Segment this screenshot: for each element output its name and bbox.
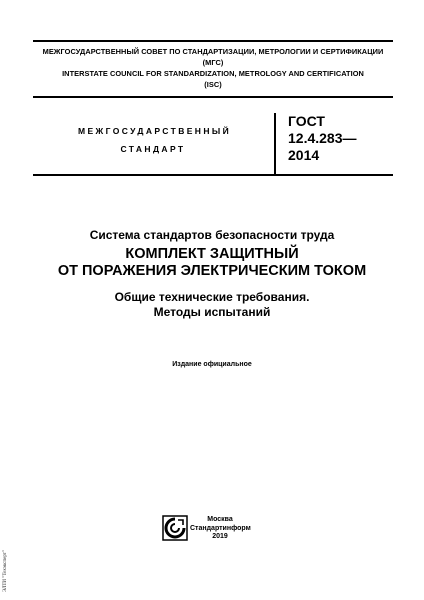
gost-prefix: ГОСТ xyxy=(288,113,325,129)
edition-note: Издание официальное xyxy=(172,361,252,368)
publisher-year: 2019 xyxy=(212,533,228,540)
standard-label-line2: СТАНДАРТ xyxy=(120,144,186,154)
gost-code: 12.4.283— xyxy=(288,130,357,146)
gost-number xyxy=(288,113,357,164)
gost-year: 2014 xyxy=(288,147,320,163)
standard-label-line1: МЕЖГОСУДАРСТВЕННЫЙ xyxy=(78,126,232,136)
council-name-en: INTERSTATE COUNCIL FOR STANDARDIZATION, METROLOGY AND CERTIFICATION xyxy=(62,69,364,78)
document-title-line2: ОТ ПОРАЖЕНИЯ ЭЛЕКТРИЧЕСКИМ ТОКОМ xyxy=(57,263,367,279)
document-subtitle xyxy=(0,290,424,320)
document-subtitle-line2: Методы испытаний xyxy=(153,305,271,319)
council-name-ru: МЕЖГОСУДАРСТВЕННЫЙ СОВЕТ ПО СТАНДАРТИЗАЦИИ, МЕТРОЛОГИИ И СЕРТИФИКАЦИИ xyxy=(42,47,384,56)
publisher-block xyxy=(190,516,250,542)
side-watermark-text: ЭЛТИ "Техэксперт" xyxy=(3,549,8,592)
system-title: Система стандартов безопасности труда xyxy=(89,228,335,242)
document-title xyxy=(0,246,424,280)
interstate-standard-label xyxy=(78,122,232,158)
document-title-line1: КОМПЛЕКТ ЗАЩИТНЫЙ xyxy=(125,246,299,262)
document-subtitle-line1: Общие технические требования. xyxy=(114,290,310,304)
standartinform-logo-icon xyxy=(162,515,188,541)
publisher-city: Москва xyxy=(207,516,233,523)
council-header xyxy=(33,40,393,98)
publisher-name: Стандартинформ xyxy=(190,524,251,532)
council-abbr-en: (ISC) xyxy=(204,80,222,89)
council-abbr-ru: (МГС) xyxy=(202,58,224,67)
header-rule xyxy=(33,174,393,176)
